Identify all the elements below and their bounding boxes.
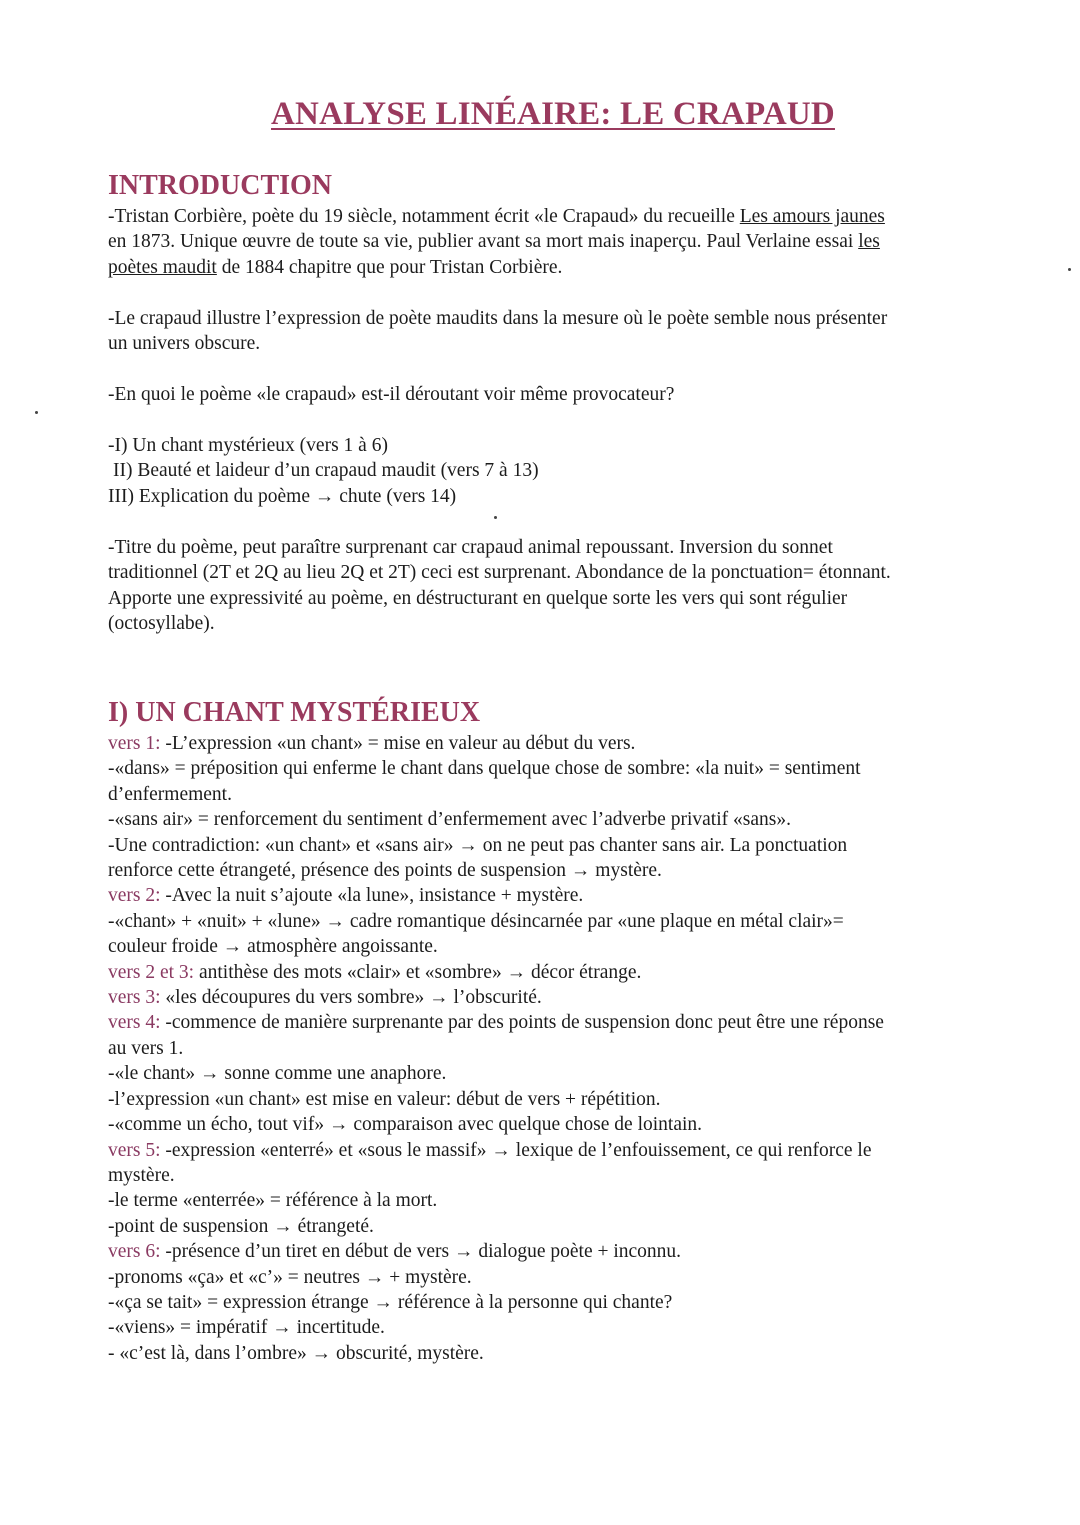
analysis-text: -«le chant» → sonne comme une anaphore. [108, 1063, 447, 1085]
text-span: -Tristan Corbière, poète du 19 siècle, notamment écrit «le Crapaud» du recueille [108, 206, 740, 227]
analysis-line [108, 1036, 998, 1061]
analysis-line [108, 1188, 998, 1213]
text-line: -Titre du poème, peut paraître surprenant car crapaud animal repoussant. Inversion du sonnet [108, 537, 833, 558]
analysis-text: -commence de manière surprenante par des points de suspension donc peut être une réponse [160, 1012, 884, 1034]
intro-paragraph-3 [108, 535, 998, 637]
analysis-text: d’enfermement. [108, 783, 232, 805]
analysis-line [108, 1061, 998, 1086]
book-title: poètes maudit [108, 256, 217, 278]
plan-list [108, 433, 998, 509]
analysis-line [108, 1315, 998, 1340]
analysis-line [108, 1265, 998, 1290]
verse-label: vers 5: [108, 1139, 161, 1161]
analysis-line [108, 1290, 998, 1315]
scan-speck [1068, 268, 1071, 271]
problematique [108, 382, 998, 407]
verse-label: vers 2 et 3: [108, 961, 195, 983]
analysis-line [108, 833, 998, 858]
analysis-text: renforce cette étrangeté, présence des points de suspension → mystère. [108, 860, 662, 882]
text-line [108, 204, 998, 229]
verse-label: vers 2: [108, 885, 161, 907]
text-line: (octosyllabe). [108, 613, 215, 635]
text-line [108, 255, 998, 280]
intro-paragraph-2 [108, 306, 998, 357]
verse-label: vers 4: [108, 1012, 161, 1034]
analysis-text: - «c’est là, dans l’ombre» → obscurité, mystère. [108, 1342, 484, 1364]
analysis-text: -le terme «enterrée» = référence à la mort. [108, 1190, 438, 1212]
analysis-line [108, 934, 998, 959]
text-span: en 1873. Unique œuvre de toute sa vie, publier avant sa mort mais inaperçu. Paul Verlaine essai [108, 231, 859, 253]
analysis-text: -«chant» + «nuit» + «lune» → cadre romantique désincarnée par «une plaque en métal clair»= [108, 910, 844, 932]
analysis-line [108, 1010, 998, 1035]
plan-item: III) Explication du poème → chute (vers 14) [108, 485, 457, 507]
analysis-text: -«dans» = préposition qui enferme le chant dans quelque chose de sombre: «la nuit» = sentiment [108, 758, 861, 780]
text-line: un univers obscure. [108, 333, 261, 355]
analysis-line [108, 782, 998, 807]
scan-speck [494, 516, 497, 519]
analysis-text: mystère. [108, 1164, 175, 1186]
analysis-line [108, 1112, 998, 1137]
section-1-body [108, 731, 998, 1366]
analysis-line [108, 1239, 998, 1264]
text-line: Apporte une expressivité au poème, en déstructurant en quelque sorte les vers qui sont régulier [108, 587, 848, 609]
intro-paragraph-1 [108, 204, 998, 280]
analysis-text: -«viens» = impératif → incertitude. [108, 1317, 385, 1339]
analysis-text: -L’expression «un chant» = mise en valeur au début du vers. [160, 733, 636, 754]
analysis-line [108, 960, 998, 985]
analysis-text: «les découpures du vers sombre» → l’obscurité. [160, 987, 542, 1009]
analysis-line [108, 909, 998, 934]
analysis-text: -«sans air» = renforcement du sentiment d’enfermement avec l’adverbe privatif «sans». [108, 809, 791, 831]
analysis-text: -Avec la nuit s’ajoute «la lune», insistance + mystère. [160, 885, 584, 907]
document-title: ANALYSE LINÉAIRE: LE CRAPAUD [271, 96, 835, 132]
analysis-text: -«comme un écho, tout vif» → comparaison avec quelque chose de lointain. [108, 1114, 703, 1136]
plan-item: II) Beauté et laideur d’un crapaud maudit (vers 7 à 13) [113, 460, 539, 482]
analysis-text: antithèse des mots «clair» et «sombre» → décor étrange. [194, 961, 642, 983]
analysis-line [108, 1214, 998, 1239]
verse-label: vers 1: [108, 733, 161, 754]
analysis-text: -point de suspension → étrangeté. [108, 1215, 374, 1237]
verse-label: vers 3: [108, 987, 161, 1009]
analysis-text: -expression «enterré» et «sous le massif» → lexique de l’enfouissement, ce qui renforce le [160, 1139, 872, 1161]
analysis-text: -l’expression «un chant» est mise en valeur: début de vers + répétition. [108, 1088, 661, 1110]
text-span: de 1884 chapitre que pour Tristan Corbière. [216, 256, 563, 278]
analysis-line [108, 1087, 998, 1112]
analysis-line [108, 756, 998, 781]
analysis-line [108, 1341, 998, 1366]
analysis-line [108, 807, 998, 832]
analysis-line [108, 731, 998, 756]
introduction-heading: INTRODUCTION [108, 170, 333, 201]
analysis-text: au vers 1. [108, 1037, 184, 1059]
text-line [108, 229, 998, 254]
analysis-line [108, 883, 998, 908]
verse-label: vers 6: [108, 1241, 161, 1263]
text-line: -Le crapaud illustre l’expression de poète maudits dans la mesure où le poète semble nous présenter [108, 308, 888, 329]
analysis-text: couleur froide → atmosphère angoissante. [108, 936, 438, 958]
analysis-line [108, 1163, 998, 1188]
plan-item: -I) Un chant mystérieux (vers 1 à 6) [108, 435, 388, 456]
analysis-line [108, 858, 998, 883]
section-1-heading: I) UN CHANT MYSTÉRIEUX [108, 697, 481, 728]
analysis-text: -pronoms «ça» et «c’» = neutres → + mystère. [108, 1266, 472, 1288]
book-title: Les amours jaunes [739, 206, 885, 227]
analysis-text: -présence d’un tiret en début de vers → dialogue poète + inconnu. [160, 1241, 682, 1263]
text-line: traditionnel (2T et 2Q au lieu 2Q et 2T) ceci est surprenant. Abondance de la ponctuation= étonnant. [108, 562, 891, 584]
analysis-line [108, 1138, 998, 1163]
text-line: -En quoi le poème «le crapaud» est-il déroutant voir même provocateur? [108, 384, 675, 405]
analysis-text: -«ça se tait» = expression étrange → référence à la personne qui chante? [108, 1291, 673, 1313]
book-title: les [858, 231, 880, 253]
analysis-line [108, 985, 998, 1010]
analysis-text: -Une contradiction: «un chant» et «sans air» → on ne peut pas chanter sans air. La ponctuation [108, 834, 848, 856]
scan-speck [35, 411, 38, 414]
